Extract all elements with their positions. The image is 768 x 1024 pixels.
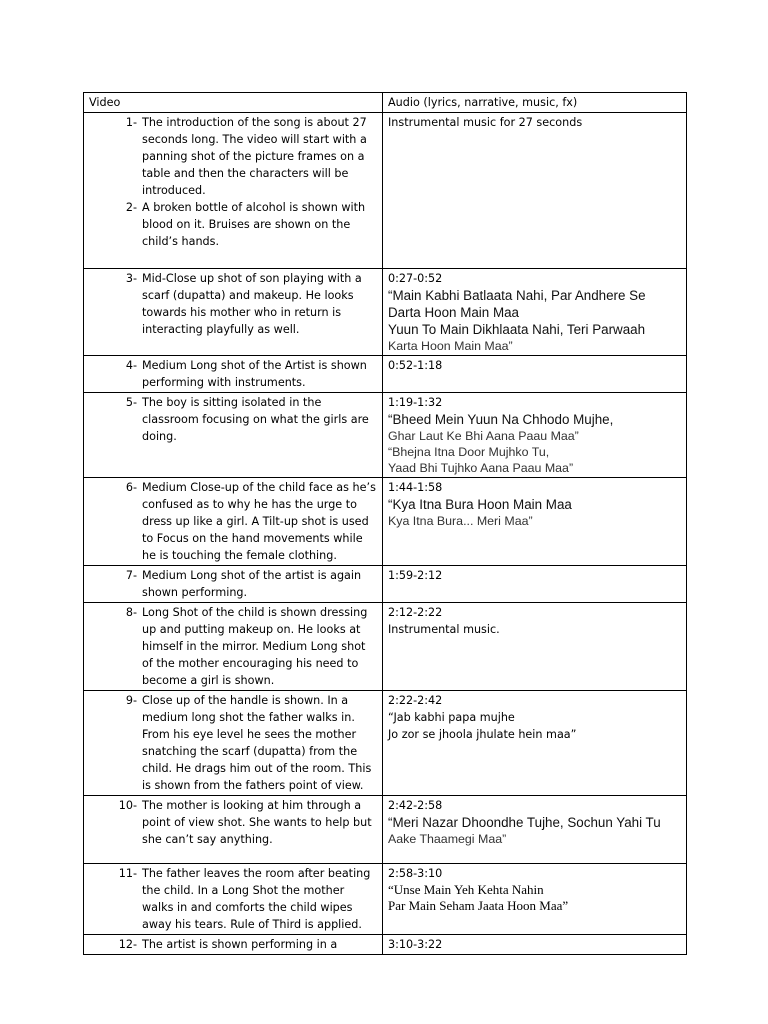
shot-item [89, 865, 378, 933]
shot-item [89, 604, 378, 689]
table-row [84, 691, 687, 796]
lyric-line: “Main Kabhi Batlaata Nahi, Par Andhere Se Darta Hoon Main Maa [388, 288, 646, 320]
shot-item [89, 394, 378, 445]
audio-cell [383, 356, 687, 393]
audio-cell [383, 269, 687, 356]
timestamp: 2:42-2:58 [388, 799, 443, 812]
table-row [84, 393, 687, 478]
video-cell [84, 603, 383, 691]
lyric-line: “Jab kabhi papa mujhe [388, 711, 515, 724]
lyric-line: “Unse Main Yeh Kehta Nahin [388, 882, 544, 897]
lyric-line: “Bhejna Itna Door Mujhko Tu, [388, 445, 550, 459]
table-row [84, 566, 687, 603]
shot-number: 10- [118, 799, 137, 812]
table-row [84, 269, 687, 356]
shot-number: 1- [125, 116, 137, 129]
video-column-header: Video [84, 93, 383, 113]
audio-note: Instrumental music. [388, 623, 500, 636]
shot-item [89, 114, 378, 199]
shot-number: 9- [125, 694, 137, 707]
shot-number: 2- [125, 201, 137, 214]
table-row [84, 113, 687, 269]
shot-description: Medium Long shot of the Artist is shown performing with instruments. [142, 359, 367, 389]
table-row [84, 935, 687, 955]
video-cell [84, 478, 383, 566]
timestamp: 3:10-3:22 [388, 938, 443, 951]
audio-cell [383, 691, 687, 796]
audio-cell [383, 603, 687, 691]
table-row [84, 356, 687, 393]
shot-description: The father leaves the room after beating the child. In a Long Shot the mother walks in and comforts the child wipes away his tears. Rule of Third is applied. [142, 867, 371, 931]
shot-description: The mother is looking at him through a point of view shot. She wants to help but she can’t say anything. [142, 799, 372, 846]
table-header-row [84, 93, 687, 113]
timestamp: 1:59-2:12 [388, 569, 443, 582]
shot-number: 4- [125, 359, 137, 372]
shot-number: 12- [118, 938, 137, 951]
video-cell [84, 796, 383, 864]
shot-description: Medium Long shot of the artist is again shown performing. [142, 569, 362, 599]
lyric-line: Jo zor se jhoola jhulate hein maa” [388, 728, 577, 741]
video-cell [84, 269, 383, 356]
shot-item [89, 199, 378, 250]
lyric-line: Ghar Laut Ke Bhi Aana Paau Maa” [388, 429, 579, 443]
lyric-line: “Bheed Mein Yuun Na Chhodo Mujhe, [388, 412, 614, 427]
shot-item [89, 936, 378, 953]
video-cell [84, 393, 383, 478]
shot-item [89, 692, 378, 794]
video-cell [84, 691, 383, 796]
shot-number: 3- [125, 272, 137, 285]
storyboard-table [83, 92, 687, 955]
shot-item [89, 479, 378, 564]
audio-cell [383, 935, 687, 955]
shot-number: 11- [118, 867, 137, 880]
shot-description: Close up of the handle is shown. In a medium long shot the father walks in. From his eye level he sees the mother snatching the scarf (dupatta) from the child. He drags him out of the room. This is shown from the fathers point of view. [142, 694, 372, 792]
audio-column-header: Audio (lyrics, narrative, music, fx) [383, 93, 687, 113]
lyric-line: Karta Hoon Main Maa” [388, 339, 513, 353]
video-cell [84, 356, 383, 393]
table-row [84, 603, 687, 691]
timestamp: 2:12-2:22 [388, 606, 443, 619]
lyric-line: “Kya Itna Bura Hoon Main Maa [388, 497, 572, 512]
lyric-line: Yuun To Main Dikhlaata Nahi, Teri Parwaah [388, 322, 646, 337]
audio-note: Instrumental music for 27 seconds [388, 116, 583, 129]
shot-item [89, 270, 378, 338]
lyric-line: Kya Itna Bura... Meri Maa” [388, 514, 533, 528]
shot-description: Long Shot of the child is shown dressing up and putting makeup on. He looks at himself in the mirror. Medium Long shot of the mother encouraging his need to become a girl is shown. [142, 606, 368, 687]
timestamp: 2:58-3:10 [388, 867, 443, 880]
video-cell [84, 566, 383, 603]
timestamp: 2:22-2:42 [388, 694, 443, 707]
shot-description: Medium Close-up of the child face as he’s confused as to why he has the urge to dress up like a girl. A Tilt-up shot is used to Focus on the hand movements while he is touching the female clothing. [142, 481, 376, 562]
lyric-line: Aake Thaamegi Maa” [388, 832, 507, 846]
shot-item [89, 797, 378, 848]
shot-description: Mid-Close up shot of son playing with a scarf (dupatta) and makeup. He looks towards his mother who in return is interacting playfully as well. [142, 272, 362, 336]
table-row [84, 864, 687, 935]
lyric-line: “Meri Nazar Dhoondhe Tujhe, Sochun Yahi Tu [388, 815, 661, 830]
timestamp: 0:27-0:52 [388, 272, 443, 285]
shot-number: 5- [125, 396, 137, 409]
video-cell [84, 935, 383, 955]
timestamp: 1:44-1:58 [388, 481, 443, 494]
timestamp: 1:19-1:32 [388, 396, 443, 409]
audio-cell [383, 393, 687, 478]
shot-item [89, 567, 378, 601]
shot-item [89, 357, 378, 391]
shot-number: 7- [125, 569, 137, 582]
lyric-line: Yaad Bhi Tujhko Aana Paau Maa” [388, 461, 574, 475]
audio-cell [383, 478, 687, 566]
lyric-line: Par Main Seham Jaata Hoon Maa” [388, 898, 569, 913]
audio-cell [383, 113, 687, 269]
audio-cell [383, 864, 687, 935]
audio-cell [383, 566, 687, 603]
shot-number: 6- [125, 481, 137, 494]
timestamp: 0:52-1:18 [388, 359, 443, 372]
video-cell [84, 113, 383, 269]
shot-number: 8- [125, 606, 137, 619]
video-cell [84, 864, 383, 935]
audio-cell [383, 796, 687, 864]
shot-description: The artist is shown performing in a [142, 938, 338, 951]
shot-description: The boy is sitting isolated in the classroom focusing on what the girls are doing. [142, 396, 369, 443]
table-row [84, 796, 687, 864]
shot-description: The introduction of the song is about 27 seconds long. The video will start with a panning shot of the picture frames on a table and then the characters will be introduced. [142, 116, 367, 197]
table-row [84, 478, 687, 566]
shot-description: A broken bottle of alcohol is shown with blood on it. Bruises are shown on the child’s hands. [142, 201, 366, 248]
